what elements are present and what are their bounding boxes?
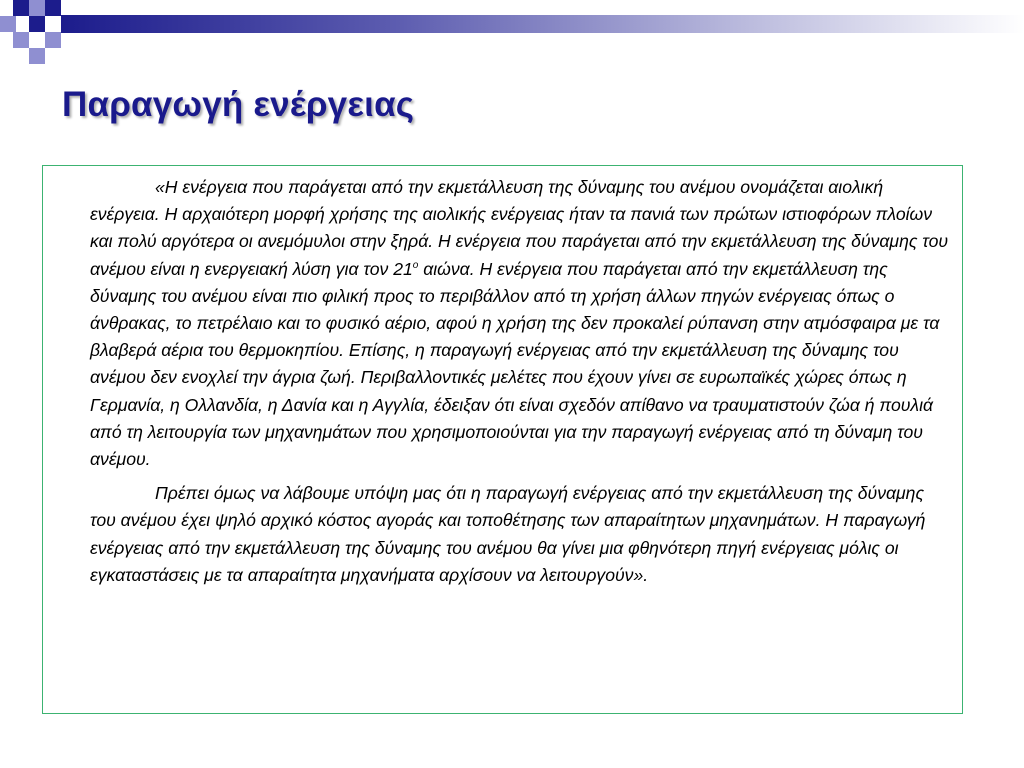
paragraph-1-text-a: «Η ενέργεια που παράγεται από την εκμετάλλευση της δύναμης του ανέμου ονομάζεται αιολική ενέργεια. Η αρχαιότερη μορφή χρήσης της αιολικής ενέργειας ήταν τα πανιά των πρώτων ιστιοφόρων πλοίων και πολύ αργότερα οι ανεμόμυλοι στην ξηρά. Η ενέργεια που παράγεται από την εκμετάλλευση της δύναμης του ανέμου είναι η ενεργειακή λύση για τον 21 [90, 177, 949, 279]
content-box [42, 165, 963, 714]
paragraph-2: Πρέπει όμως να λάβουμε υπόψη μας ότι η παραγωγή ενέργειας από την εκμετάλλευση της δύναμης του ανέμου έχει ψηλό αρχικό κόστος αγοράς και τοποθέτησης των απαραίτητων μηχανημάτων. Η παραγωγή ενέργειας από την εκμετάλλευση της δύναμης του ανέμου θα γίνει μια φθηνότερη πηγή ενέργειας μόλις οι εγκαταστάσεις με τα απαραίτητα μηχανήματα αρχίσουν να λειτουργούν». [90, 483, 926, 585]
decor-square [29, 16, 45, 32]
decor-square [29, 0, 45, 16]
ordinal-superscript: ο [412, 259, 419, 271]
slide-title: Παραγωγή ενέργειας [62, 85, 415, 124]
paragraph-1-text-b: αιώνα. Η ενέργεια που παράγεται από την εκμετάλλευση της δύναμης του ανέμου είναι πιο φιλική προς το περιβάλλον από τη χρήση άλλων πηγών ενέργειας όπως ο άνθρακας, το πετρέλαιο και το φυσικό αέριο, αφού η χρήση της δεν προκαλεί ρύπανση στην ατμόσφαιρα με τα βλαβερά αέρια του θερμοκηπίου. Επίσης, η παραγωγή ενέργειας από την εκμετάλλευση της δύναμης του ανέμου δεν ενοχλεί την άγρια ζωή. Περιβαλλοντικές μελέτες που έχουν γίνει σε ευρωπαϊκές χώρες όπως η Γερμανία, η Ολλανδία, η Δανία και η Αγγλία, έδειξαν ότι είναι σχεδόν απίθανο να τραυματιστούν ζώα ή πουλιά από τη λειτουργία των μηχανημάτων που χρησιμοποιούνται για την παραγωγή ενέργειας από τη δύναμη του ανέμου. [90, 258, 940, 470]
decor-square [13, 32, 29, 48]
decor-square [0, 16, 16, 32]
decor-gradient-bar [61, 15, 1024, 33]
paragraph-1 [90, 174, 950, 473]
decor-square [45, 32, 61, 48]
decor-square [45, 0, 61, 16]
decor-square [29, 48, 45, 64]
decor-square [13, 0, 29, 16]
